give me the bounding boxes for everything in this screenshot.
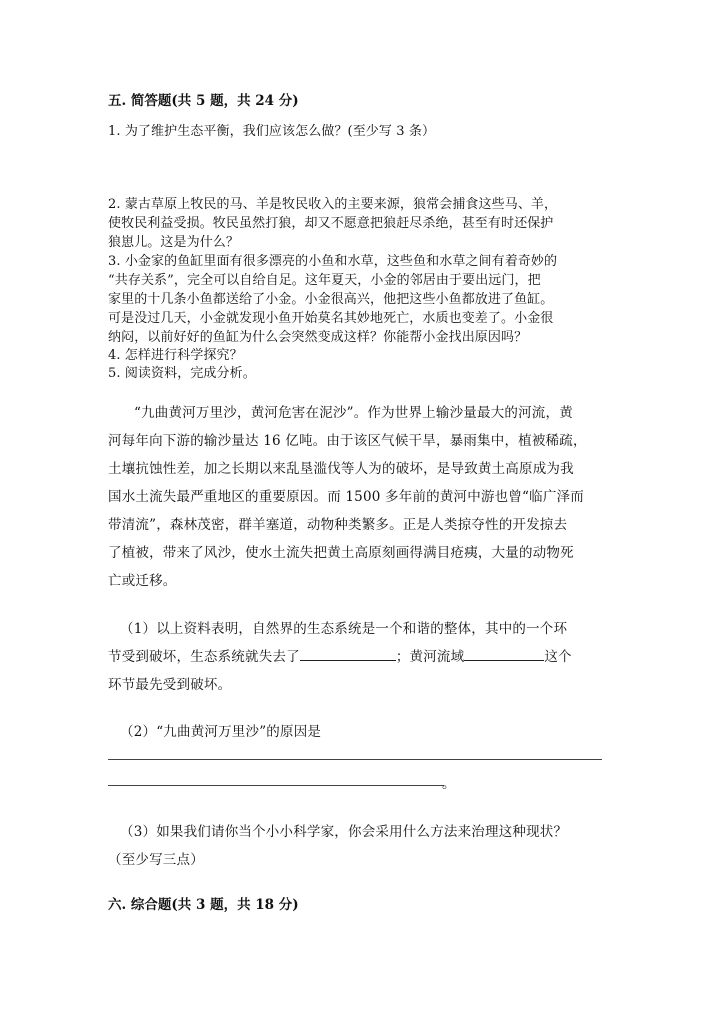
sub-question-1-line-2 bbox=[108, 645, 572, 665]
sub-question-2: （2）“九曲黄河万里沙”的原因是 bbox=[120, 724, 322, 740]
sub-question-3-line-1: （3）如果我们请你当个小小科学家，你会采用什么方法来治理这种现状？ bbox=[120, 824, 568, 840]
answer-end-mark: 。 bbox=[442, 776, 456, 792]
reading-line-3: 土壤抗蚀性差，加之长期以来乱垦滥伐等人为的破坏，是导致黄土高原成为我 bbox=[108, 461, 574, 477]
section-five-title: 五. 简答题(共 5 题，共 24 分) bbox=[108, 93, 299, 109]
question-3-line-3: 家里的十几条小鱼都送给了小金。小金很高兴，他把这些小鱼都放进了鱼缸。 bbox=[108, 292, 554, 307]
reading-line-7: 亡或迁移。 bbox=[108, 573, 177, 589]
answer-line-2[interactable] bbox=[108, 785, 444, 786]
question-3-line-2: “共存关系”，完全可以自给自足。这年夏天，小金的邻居由于要出远门，把 bbox=[108, 273, 541, 288]
answer-blank-2[interactable] bbox=[464, 646, 544, 661]
reading-line-4: 国水土流失最严重地区的重要原因。而 1500 多年前的黄河中游也曾“临广泽而 bbox=[108, 489, 584, 505]
question-2-line-3: 狼崽儿。这是为什么？ bbox=[108, 235, 240, 250]
sub-question-1-text-b: ；黄河流域 bbox=[395, 649, 465, 665]
answer-line-1[interactable] bbox=[108, 759, 602, 760]
question-3-line-5: 纳闷，以前好好的鱼缸为什么会突然变成这样？你能帮小金找出原因吗？ bbox=[108, 330, 528, 345]
reading-line-5: 带清流”，森林茂密，群羊塞道，动物种类繁多。正是人类掠夺性的开发掠去 bbox=[108, 517, 568, 533]
question-5: 5. 阅读资料，完成分析。 bbox=[108, 366, 256, 381]
question-3-line-1: 3. 小金家的鱼缸里面有很多漂亮的小鱼和水草，这些鱼和水草之间有着奇妙的 bbox=[108, 254, 558, 269]
section-six-title: 六. 综合题(共 3 题，共 18 分) bbox=[108, 897, 299, 913]
question-4: 4. 怎样进行科学探究？ bbox=[108, 348, 243, 363]
sub-question-1-text-c: 这个 bbox=[544, 649, 572, 665]
reading-line-6: 了植被，带来了风沙，使水土流失把黄土高原刻画得满目疮痍，大量的动物死 bbox=[108, 545, 574, 561]
question-3-line-4: 可是没过几天，小金就发现小鱼开始莫名其妙地死亡，水质也变差了。小金很 bbox=[108, 311, 554, 326]
sub-question-1-text-a: 节受到破坏，生态系统就失去了 bbox=[108, 649, 300, 665]
sub-question-1-line-3: 环节最先受到破坏。 bbox=[108, 677, 232, 693]
question-1: 1. 为了维护生态平衡，我们应该怎么做？(至少写 3 条） bbox=[108, 124, 436, 139]
question-2-line-2: 使牧民利益受损。牧民虽然打狼，却又不愿意把狼赶尽杀绝，甚至有时还保护 bbox=[108, 216, 554, 231]
sub-question-3-line-2: （至少写三点） bbox=[108, 852, 204, 868]
reading-line-2: 河每年向下游的输沙量达 16 亿吨。由于该区气候干旱，暴雨集中，植被稀疏， bbox=[108, 433, 587, 449]
sub-question-1-line-1: （1）以上资料表明，自然界的生态系统是一个和谐的整体，其中的一个环 bbox=[120, 621, 568, 637]
question-2-line-1: 2. 蒙古草原上牧民的马、羊是牧民收入的主要来源，狼常会捕食这些马、羊， bbox=[108, 197, 558, 212]
reading-line-1: “九曲黄河万里沙，黄河危害在泥沙”。作为世界上输沙量最大的河流，黄 bbox=[134, 405, 573, 421]
answer-blank-1[interactable] bbox=[300, 646, 396, 661]
